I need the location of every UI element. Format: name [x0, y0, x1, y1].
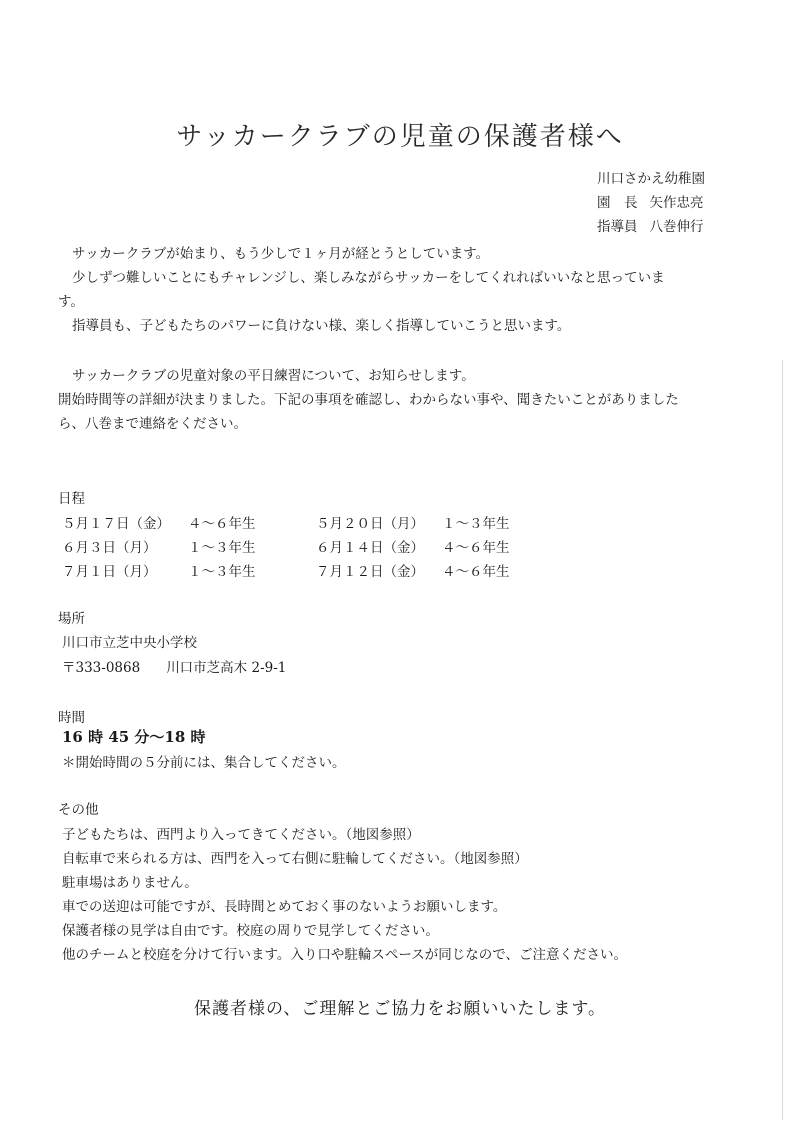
schedule-grade: ４～６年生: [442, 540, 510, 556]
schedule-date: ７月１日（月）: [62, 564, 157, 580]
other-line: 自転車で来られる方は、西門を入って右側に駐輪してください。（地図参照）: [62, 851, 528, 867]
time-label: 時間: [58, 710, 85, 726]
coach-title: 指導員: [597, 219, 638, 235]
time-note: ＊開始時間の５分前には、集合してください。: [62, 755, 346, 771]
notice-line: 開始時間等の詳細が決まりました。下記の事項を確認し、わからない事や、聞きたいことがありました: [58, 392, 679, 408]
page-title: サッカークラブの児童の保護者様へ: [176, 122, 624, 152]
schedule-grade: １～３年生: [442, 516, 510, 532]
notice-paragraph: [58, 364, 758, 436]
schedule-date: ５月１７日（金）: [62, 516, 170, 532]
other-line: 駐車場はありません。: [62, 875, 198, 891]
other-line: 子どもたちは、西門より入ってきてください。（地図参照）: [62, 827, 420, 843]
intro-paragraph: [58, 242, 758, 338]
place-postal: 〒333-0868: [62, 660, 141, 676]
intro-line: 指導員も、子どもたちのパワーに負けない様、楽しく指導していこうと思います。: [72, 318, 571, 334]
principal-name: 矢作忠亮: [649, 195, 704, 211]
closing-message: 保護者様の、ご理解とご協力をお願いいたします。: [194, 999, 606, 1019]
sender-coach: [597, 215, 705, 239]
notice-line: サッカークラブの児童対象の平日練習について、お知らせします。: [72, 368, 475, 384]
schedule-grade: １～３年生: [188, 540, 256, 556]
schedule-grade: １～３年生: [188, 564, 256, 580]
schedule-grade: ４～６年生: [188, 516, 256, 532]
notice-line: ら、八巻まで連絡をください。: [58, 416, 247, 432]
coach-name: 八巻伸行: [649, 219, 704, 235]
scan-edge-line: [782, 360, 783, 1120]
other-label: その他: [58, 802, 99, 818]
sender-org: 川口さかえ幼稚園: [597, 171, 705, 187]
other-line: 車での送迎は可能ですが、長時間とめておく事のないようお願いします。: [62, 899, 507, 915]
other-line: 他のチームと校庭を分けて行います。入り口や駐輪スペースが同じなので、ご注意ください。: [62, 947, 627, 963]
schedule-date: ６月３日（月）: [62, 540, 157, 556]
intro-line: サッカークラブが始まり、もう少しで１ヶ月が経とうとしています。: [72, 246, 490, 262]
place-label: 場所: [58, 611, 85, 627]
schedule-grade: ４～６年生: [442, 564, 510, 580]
time-main: 16 時 45 分～18 時: [62, 728, 206, 746]
place-address-line: [62, 656, 286, 676]
schedule-date: ６月１４日（金）: [316, 540, 424, 556]
principal-title: 園 長: [597, 195, 638, 211]
intro-line: 少しずつ難しいことにもチャレンジし、楽しみながらサッカーをしてくれればいいなと思っていま: [72, 270, 665, 286]
sender-block: [597, 167, 705, 239]
sender-principal: [597, 191, 705, 215]
schedule-date: ５月２０日（月）: [316, 516, 424, 532]
place-address: 川口市芝高木 2-9-1: [166, 660, 287, 676]
intro-line: す。: [58, 294, 84, 310]
place-name: 川口市立芝中央小学校: [62, 635, 197, 651]
schedule-date: ７月１２日（金）: [316, 564, 424, 580]
other-line: 保護者様の見学は自由です。校庭の周りで見学してください。: [62, 923, 439, 939]
schedule-label: 日程: [58, 491, 85, 507]
